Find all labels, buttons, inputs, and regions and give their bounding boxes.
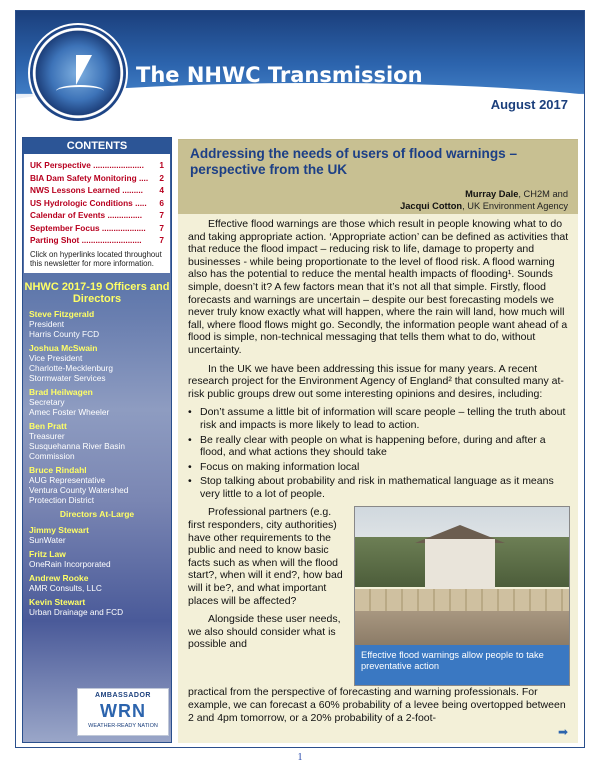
officer-name: Steve Fitzgerald <box>29 308 95 319</box>
officer-name: Bruce Rindahl <box>29 464 87 475</box>
newsletter-page <box>15 10 585 748</box>
water-wave-icon <box>56 85 104 97</box>
toc-item[interactable] <box>30 197 164 210</box>
toc-item-label: NWS Lessons Learned ......... <box>30 185 143 195</box>
photo-house <box>425 539 495 589</box>
toc-item[interactable] <box>30 234 164 247</box>
officer-entry <box>29 525 165 545</box>
masthead <box>16 11 584 129</box>
officer-detail: Charlotte-Mecklenburg <box>29 362 113 373</box>
newsletter-title: The NHWC Transmission <box>136 63 423 87</box>
officer-detail: Stormwater Services <box>29 372 106 383</box>
officer-entry <box>29 387 165 417</box>
officer-entry <box>29 549 165 569</box>
officer-detail: President <box>29 318 65 329</box>
officer-entry <box>29 343 165 383</box>
flood-photo <box>354 506 570 686</box>
officer-detail: Treasurer <box>29 430 65 441</box>
toc-item-label: BIA Dam Safety Monitoring .... <box>30 172 149 183</box>
ambassador-tag: WEATHER-READY NATION <box>88 723 158 729</box>
officer-detail: Amec Foster Wheeler <box>29 406 110 417</box>
officer-detail: Harris County FCD <box>29 328 100 339</box>
officer-name: Jimmy Stewart <box>29 524 89 535</box>
officer-entry <box>29 421 165 461</box>
paragraph-4a: Alongside these user needs, we also should consider what is possible and <box>188 613 341 651</box>
issue-date: August 2017 <box>490 97 568 112</box>
page-number: 1 <box>297 752 303 763</box>
officers-heading: NHWC 2017-19 Officers and Directors <box>24 280 170 305</box>
photo-caption: Effective flood warnings allow people to take preventative action <box>355 645 569 685</box>
officer-detail: Urban Drainage and FCD <box>29 606 124 617</box>
author2-org: , UK Environment Agency <box>462 201 568 211</box>
toc-item-page: 7 <box>159 222 164 233</box>
article-header <box>178 140 578 214</box>
next-page-arrow-icon[interactable]: ➡ <box>557 725 568 739</box>
nhwc-logo <box>28 23 128 123</box>
contents-box <box>24 154 170 273</box>
officer-entries <box>29 309 165 505</box>
author2-name: Jacqui Cotton <box>400 201 463 211</box>
officer-name: Andrew Rooke <box>29 572 89 583</box>
toc-item[interactable] <box>30 172 164 185</box>
article-authors <box>190 188 568 212</box>
bullet-item: • Don’t assume a little bit of information will scare people – telling the truth about risk and impacts is more likely to lead to action. <box>188 406 570 431</box>
officer-entry <box>29 597 165 617</box>
toc-item-label: September Focus ................... <box>30 222 146 233</box>
author1-name: Murray Dale <box>465 189 519 199</box>
toc-item-label: Parting Shot .......................... <box>30 235 142 245</box>
officer-name: Joshua McSwain <box>29 342 98 353</box>
toc-item-label: UK Perspective ...................... <box>30 160 144 170</box>
paragraph-4b: practical from the perspective of forecasting and warning professionals. For example, we can forecast a 60% probability of a levee being overtopped between 2 and 4pm tomorrow, or a 20% probability of a 2-foot- <box>188 686 566 724</box>
paragraph-2: In the UK we have been addressing this issue for many years. A recent research project for the Environment Agency of England² that consulted many at-risk public groups drew out some interesting opinions and desires, including: <box>188 362 564 400</box>
bullet-item: • Stop talking about probability and risk in mathematical language as it means very little to a lot of people. <box>188 475 570 500</box>
officer-name: Kevin Stewart <box>29 596 86 607</box>
officer-name: Ben Pratt <box>29 420 67 431</box>
toc-item-page: 7 <box>159 210 164 220</box>
toc-item[interactable] <box>30 222 164 235</box>
officer-name: Brad Heilwagen <box>29 386 93 397</box>
toc-item-page: 2 <box>159 172 164 183</box>
ambassador-mark: WRN <box>100 701 146 721</box>
photo-sandbags <box>355 589 569 613</box>
officer-name: Fritz Law <box>29 548 66 559</box>
toc-note: Click on hyperlinks located throughout this newsletter for more information. <box>30 249 162 268</box>
author1-org: , CH2M and <box>518 189 568 199</box>
article-body <box>178 214 578 724</box>
paragraph-3: Professional partners (e.g. first responders, city authorities) have other requirements to the public and need to know basic facts such as when will the flood start?, when will it end?, how bad will it be?, and what important places will be affected? <box>188 506 343 607</box>
toc-item-page: 4 <box>159 185 164 195</box>
officer-detail: Vice President <box>29 352 83 363</box>
article-title: Addressing the needs of users of flood warnings – perspective from the UK <box>190 146 518 177</box>
officer-detail: SunWater <box>29 534 66 545</box>
lightning-icon <box>68 55 92 85</box>
toc-item-label: US Hydrologic Conditions ..... <box>30 197 147 208</box>
officer-detail: Secretary <box>29 396 65 407</box>
toc-list <box>30 159 164 247</box>
officer-entry <box>29 465 165 505</box>
toc-item-label: Calendar of Events ............... <box>30 210 143 220</box>
toc-item-page: 6 <box>159 197 164 208</box>
contents-heading: CONTENTS <box>23 138 171 154</box>
officer-detail: AMR Consults, LLC <box>29 582 102 593</box>
officers-list <box>23 305 171 617</box>
officer-detail: OneRain Incorporated <box>29 558 111 569</box>
officer-detail: Protection District <box>29 494 95 505</box>
officer-detail: AUG Representative <box>29 474 106 485</box>
bullet-list <box>188 406 570 500</box>
photo-floodwater <box>355 611 569 647</box>
officer-entry <box>29 573 165 593</box>
officer-entry <box>29 309 165 339</box>
bullet-item: • Be really clear with people on what is happening before, during and after a flood, and what actions they should take <box>188 434 570 459</box>
paragraph-1: Effective flood warnings are those which result in people knowing what to do and taking appropriate action. ‘Appropriate action’ can be defined as activities that that reduce the flood impact – reducing risk to life, damage to property and businesses - while being proportionate to the level of flood risk. A flood warning also has the potential to reduce the mental health impacts of flooding¹. Sounds simple, doesn’t it? A few factors mean that it’s not all that simple. Firstly, flood forecasts and warnings are uncertain – despite our best forecasting models we never truly know exactly what will happen, where the rain will land, how much will fall, where flood flows might go. Secondly, the information people want ahead of a flood is simple, non-technical messaging that tells them what to do, without uncertainty. <box>188 218 569 356</box>
officer-detail: Susquehanna River Basin <box>29 440 125 451</box>
ambassador-badge <box>77 688 169 736</box>
article <box>178 139 578 743</box>
officer-detail: Ventura County Watershed <box>29 484 129 495</box>
sidebar <box>22 137 172 743</box>
toc-item-page: 7 <box>159 235 164 245</box>
toc-item-page: 1 <box>159 160 164 170</box>
toc-item[interactable] <box>30 159 164 172</box>
officer-detail: Commission <box>29 450 75 461</box>
director-entries <box>29 525 165 617</box>
ambassador-top: AMBASSADOR <box>95 692 151 699</box>
directors-heading: Directors At-Large <box>59 508 135 519</box>
toc-item[interactable] <box>30 184 164 197</box>
bullet-item: • Focus on making information local <box>188 461 570 474</box>
toc-item[interactable] <box>30 209 164 222</box>
